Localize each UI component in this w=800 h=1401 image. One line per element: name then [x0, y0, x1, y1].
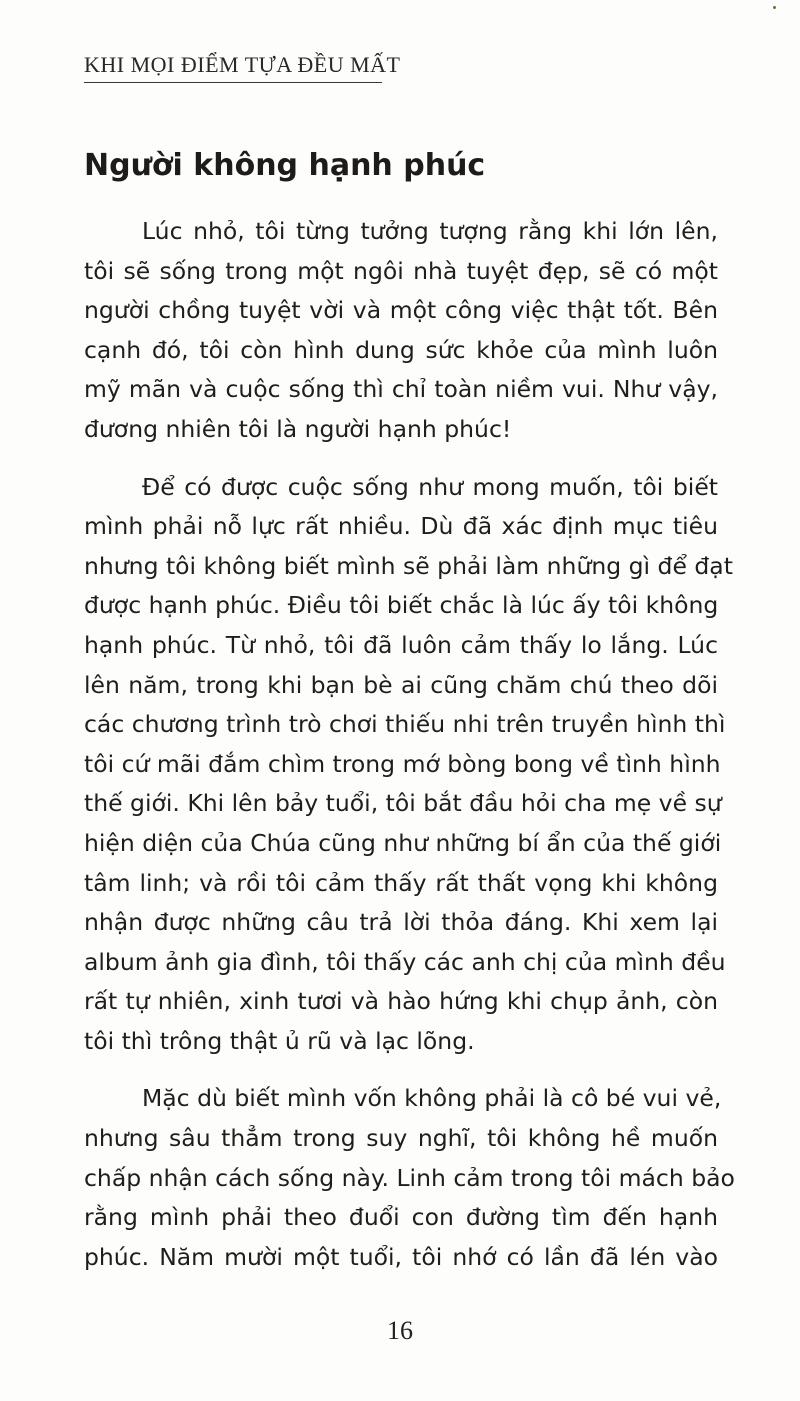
text-line: tôi thì trông thật ủ rũ và lạc lõng. [84, 1026, 475, 1055]
body-text [84, 212, 735, 1295]
chapter-title: Người không hạnh phúc [84, 148, 486, 183]
running-header: KHI MỌI ĐIỂM TỰA ĐỀU MẤT [84, 52, 401, 77]
text-line: album ảnh gia đình, tôi thấy các anh chị của mình đều [84, 947, 726, 976]
text-line: cạnh đó, tôi còn hình dung sức khỏe của mình luôn [84, 335, 718, 364]
text-line: người chồng tuyệt vời và một công việc thật tốt. Bên [84, 296, 718, 325]
text-line: tôi sẽ sống trong một ngôi nhà tuyệt đẹp, sẽ có một [84, 256, 718, 285]
text-line: hiện diện của Chúa cũng như những bí ẩn của thế giới [84, 828, 722, 857]
text-line: lên năm, trong khi bạn bè ai cũng chăm chú theo dõi [84, 670, 718, 699]
text-line: nhưng tôi không biết mình sẽ phải làm những gì để đạt [84, 551, 733, 580]
text-line: thế giới. Khi lên bảy tuổi, tôi bắt đầu hỏi cha mẹ về sự [84, 789, 722, 818]
text-line: rằng mình phải theo đuổi con đường tìm đến hạnh [84, 1203, 718, 1232]
header-rule [84, 82, 382, 83]
corner-dot-mark [773, 6, 776, 9]
paragraph [84, 468, 733, 1062]
text-line: chấp nhận cách sống này. Linh cảm trong tôi mách bảo [84, 1163, 735, 1192]
text-line: nhận được những câu trả lời thỏa đáng. Khi xem lại [84, 908, 718, 937]
text-line: rất tự nhiên, xinh tươi và hào hứng khi chụp ảnh, còn [84, 987, 718, 1016]
text-line: tôi cứ mãi đắm chìm trong mớ bòng bong về tình hình [84, 749, 721, 778]
text-line: đương nhiên tôi là người hạnh phúc! [84, 414, 512, 443]
text-line: phúc. Năm mười một tuổi, tôi nhớ có lần đã lén vào [84, 1242, 718, 1271]
text-line: nhưng sâu thẳm trong suy nghĩ, tôi không hề muốn [84, 1124, 718, 1153]
text-line: Lúc nhỏ, tôi từng tưởng tượng rằng khi lớn lên, [142, 217, 718, 245]
text-line: mỹ mãn và cuộc sống thì chỉ toàn niềm vui. Như vậy, [84, 375, 718, 404]
page-number: 16 [387, 1316, 413, 1345]
paragraph [84, 1079, 735, 1277]
text-line: Mặc dù biết mình vốn không phải là cô bé vui vẻ, [142, 1084, 722, 1113]
text-line: được hạnh phúc. Điều tôi biết chắc là lúc ấy tôi không [84, 591, 719, 620]
paragraph [84, 212, 718, 450]
text-line: các chương trình trò chơi thiếu nhi trên truyền hình thì [84, 710, 726, 739]
text-line: tâm linh; và rồi tôi cảm thấy rất thất vọng khi không [84, 868, 718, 897]
text-line: hạnh phúc. Từ nhỏ, tôi đã luôn cảm thấy lo lắng. Lúc [84, 630, 718, 659]
text-line: mình phải nỗ lực rất nhiều. Dù đã xác định mục tiêu [84, 512, 718, 541]
text-line: Để có được cuộc sống như mong muốn, tôi biết [142, 472, 718, 501]
